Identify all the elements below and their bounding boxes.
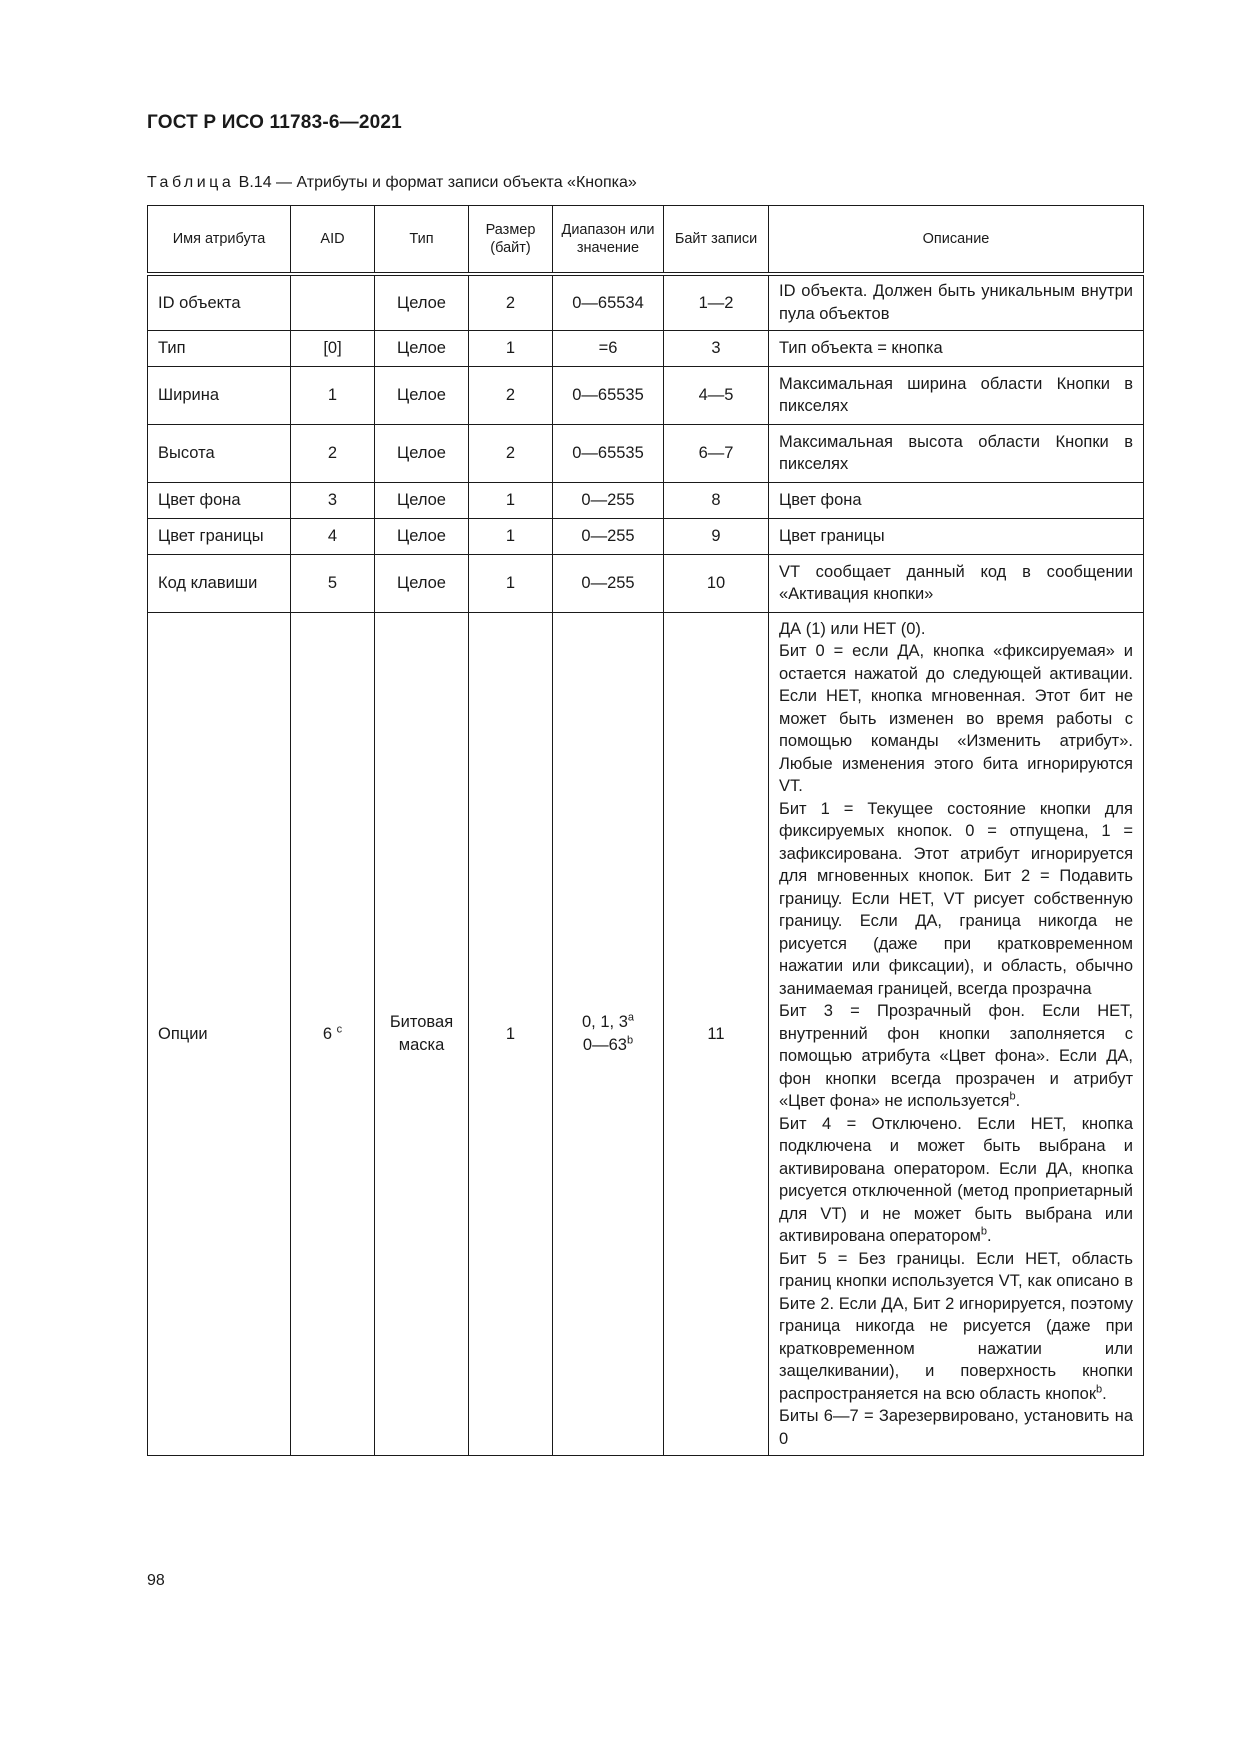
punctuation: . — [1102, 1384, 1107, 1403]
cell-aid: 1 — [291, 366, 375, 424]
cell-description: Максимальная высота области Кнопки в пикселях — [769, 424, 1144, 482]
cell-range: 0—255 — [553, 518, 664, 554]
column-header: Имя атрибута — [148, 206, 291, 275]
table-header-row — [148, 206, 1144, 275]
page-number: 98 — [147, 1572, 165, 1589]
document-header: ГОСТ Р ИСО 11783-6—2021 — [147, 112, 402, 133]
table-row — [148, 482, 1144, 518]
column-header: Размер (байт) — [469, 206, 553, 275]
cell-range: 0—65534 — [553, 274, 664, 330]
cell-aid — [291, 274, 375, 330]
cell-name: Опции — [148, 612, 291, 1456]
attributes-table — [147, 205, 1144, 1456]
cell-description: VT сообщает данный код в сообщении «Активация кнопки» — [769, 554, 1144, 612]
punctuation: . — [986, 1227, 992, 1245]
description-paragraph: Биты 6—7 = Зарезервировано, установить на 0 — [779, 1407, 1133, 1448]
column-header: Байт записи — [664, 206, 769, 275]
table-row-options — [148, 612, 1144, 1456]
punctuation: . — [1015, 1092, 1021, 1110]
type-line: Битовая — [389, 1013, 454, 1032]
range-line: 0, 1, 3 — [582, 1013, 628, 1032]
table-caption — [147, 174, 637, 192]
footnote-marker: b — [1096, 1383, 1103, 1395]
cell-bytes: 6—7 — [664, 424, 769, 482]
table-row — [148, 274, 1144, 330]
description-paragraph — [779, 1113, 1133, 1248]
table-row — [148, 330, 1144, 366]
footnote-marker: b — [1009, 1090, 1016, 1103]
column-header: Диапазон или значение — [553, 206, 664, 275]
description-paragraph: Бит 1 = Текущее состояние кнопки для фиксируемых кнопок. 0 = отпущена, 1 = зафиксирована. Этот атрибут игнорируется для мгновенных кнопок. Бит 2 = Подавить границу. Если НЕТ, VT рисует собственную границу. Если ДА, граница никогда не рисуется (даже при кратковременном нажатии или фиксации), и область, обычно занимаемая границей, всегда прозрачна — [779, 799, 1133, 998]
table-row — [148, 424, 1144, 482]
cell-aid: 2 — [291, 424, 375, 482]
cell-range: 0—255 — [553, 554, 664, 612]
table-caption-text: В.14 — Атрибуты и формат записи объекта «Кнопка» — [234, 174, 637, 191]
cell-size: 2 — [469, 424, 553, 482]
description-paragraph — [779, 1248, 1133, 1406]
table-row — [148, 366, 1144, 424]
cell-aid: 3 — [291, 482, 375, 518]
cell-size: 2 — [469, 274, 553, 330]
cell-type: Целое — [375, 330, 469, 366]
description-paragraph: ДА (1) или НЕТ (0). — [779, 619, 926, 638]
cell-bytes: 3 — [664, 330, 769, 366]
cell-type: Целое — [375, 366, 469, 424]
cell-size: 2 — [469, 366, 553, 424]
aid-value: 6 — [322, 1024, 333, 1043]
cell-bytes: 11 — [664, 612, 769, 1456]
cell-size: 1 — [469, 554, 553, 612]
cell-aid: 5 — [291, 554, 375, 612]
cell-type: Целое — [375, 554, 469, 612]
cell-bytes: 4—5 — [664, 366, 769, 424]
cell-range: 0—65535 — [553, 366, 664, 424]
cell-aid — [291, 612, 375, 1456]
footnote-marker: c — [336, 1023, 343, 1035]
table-caption-prefix: Таблица — [147, 174, 235, 191]
cell-bytes: 8 — [664, 482, 769, 518]
description-paragraph: Бит 0 = если ДА, кнопка «фиксируемая» и остается нажатой до следующей активации. Если НЕТ, кнопка мгновенная. Этот бит не может быть изменен во время работы с помощью команды «Изменить атрибут». Любые изменения этого бита игнорируются VT. — [779, 642, 1133, 795]
description-text: Бит 4 = Отключено. Если НЕТ, кнопка подключена и может быть выбрана и активирована оператором. Если ДА, кнопка рисуется отключенной (метод проприетарный для VT) и не может быть выбрана или активирована оператором — [779, 1114, 1133, 1245]
table-row — [148, 518, 1144, 554]
cell-name: Цвет границы — [148, 518, 291, 554]
cell-bytes: 1—2 — [664, 274, 769, 330]
cell-description — [769, 612, 1144, 1456]
cell-description: Цвет фона — [769, 482, 1144, 518]
column-header: AID — [291, 206, 375, 275]
cell-description: ID объекта. Должен быть уникальным внутри пула объектов — [769, 274, 1144, 330]
cell-bytes: 9 — [664, 518, 769, 554]
description-text: Бит 3 = Прозрачный фон. Если НЕТ, внутренний фон кнопки заполняется с помощью атрибута «Цвет фона». Если ДА, фон кнопки всегда прозрачен и атрибут «Цвет фона» не используется — [779, 1002, 1133, 1110]
cell-range: =6 — [553, 330, 664, 366]
footnote-marker: b — [626, 1034, 634, 1047]
cell-aid: 4 — [291, 518, 375, 554]
cell-name: Тип — [148, 330, 291, 366]
cell-name: Код клавиши — [148, 554, 291, 612]
range-line: 0—63 — [582, 1035, 627, 1054]
cell-name: Высота — [148, 424, 291, 482]
cell-size: 1 — [469, 330, 553, 366]
footnote-marker: b — [980, 1225, 987, 1238]
cell-description: Цвет границы — [769, 518, 1144, 554]
column-header: Тип — [375, 206, 469, 275]
table-row — [148, 554, 1144, 612]
cell-name: Ширина — [148, 366, 291, 424]
cell-size: 1 — [469, 612, 553, 1456]
cell-range: 0—255 — [553, 482, 664, 518]
cell-bytes: 10 — [664, 554, 769, 612]
cell-description: Тип объекта = кнопка — [769, 330, 1144, 366]
type-line: маска — [398, 1035, 445, 1054]
cell-description: Максимальная ширина области Кнопки в пикселях — [769, 366, 1144, 424]
footnote-marker: a — [627, 1011, 634, 1024]
cell-type — [375, 612, 469, 1456]
column-header: Описание — [769, 206, 1144, 275]
description-text: Бит 5 = Без границы. Если НЕТ, область границ кнопки используется VT, как описано в Бите 2. Если ДА, Бит 2 игнорируется, поэтому граница никогда не рисуется (даже при кратковременном нажатии или защелкивании), и поверхность кнопки распространяется на всю область кнопок — [779, 1249, 1133, 1403]
cell-name: ID объекта — [148, 274, 291, 330]
description-paragraph — [779, 1000, 1133, 1113]
cell-type: Целое — [375, 424, 469, 482]
cell-aid: [0] — [291, 330, 375, 366]
cell-type: Целое — [375, 274, 469, 330]
cell-size: 1 — [469, 518, 553, 554]
cell-type: Целое — [375, 482, 469, 518]
cell-name: Цвет фона — [148, 482, 291, 518]
cell-type: Целое — [375, 518, 469, 554]
cell-range — [553, 612, 664, 1456]
cell-size: 1 — [469, 482, 553, 518]
cell-range: 0—65535 — [553, 424, 664, 482]
